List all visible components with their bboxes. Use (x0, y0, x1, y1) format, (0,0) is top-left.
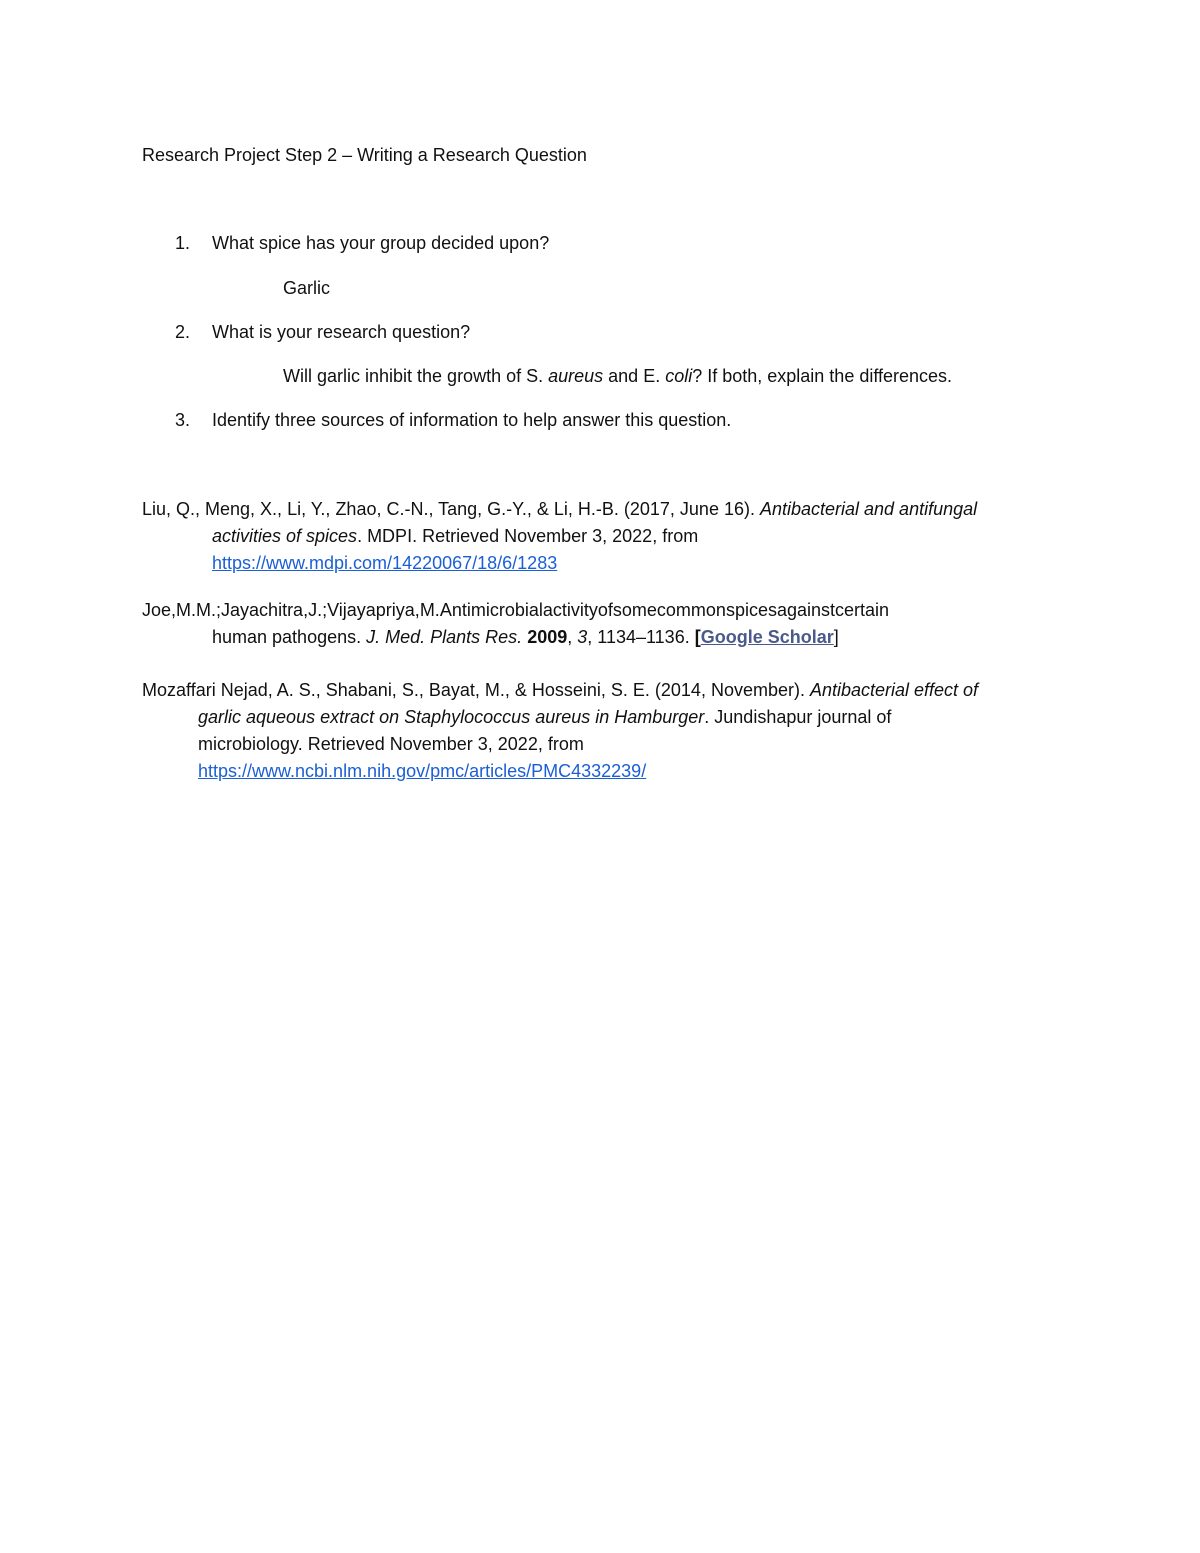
reference-word: M. (419, 600, 440, 620)
reference-word: activity (542, 600, 598, 620)
reference-word: M.M.; (176, 600, 222, 620)
reference-volume: 3 (577, 627, 588, 647)
reference-retrieved: microbiology. Retrieved November 3, 2022, from (198, 734, 584, 754)
reference-line (142, 731, 1062, 758)
reference-line (142, 550, 1062, 577)
reference-word: J.; (308, 600, 328, 620)
reference-1 (142, 496, 1062, 577)
reference-2 (142, 597, 1058, 651)
question-2-number: 2. (175, 322, 191, 342)
answer-part: Will garlic inhibit the growth of S. (283, 366, 549, 386)
reference-source: . MDPI. Retrieved November 3, 2022, from (357, 526, 699, 546)
question-3-number: 3. (175, 410, 191, 430)
question-3-text: Identify three sources of information to help answer this question. (212, 410, 732, 430)
reference-url-link[interactable]: https://www.mdpi.com/14220067/18/6/1283 (212, 553, 558, 573)
question-2-text: What is your research question? (212, 322, 471, 342)
reference-line (142, 704, 1062, 731)
question-2-answer (283, 366, 952, 387)
reference-line (142, 523, 1062, 550)
reference-authors-cont: human pathogens. (212, 627, 367, 647)
reference-title-cont: garlic aqueous extract on Staphylococcus aureus in Hamburger (198, 707, 705, 727)
reference-word: certain (835, 600, 890, 620)
reference-line (142, 758, 1062, 785)
reference-line (142, 597, 1058, 624)
question-1-text: What spice has your group decided upon? (212, 233, 550, 253)
bracket-close: ] (833, 627, 839, 647)
answer-species-coli: coli (665, 366, 693, 386)
reference-line (142, 496, 1062, 523)
reference-line: human pathogens. J. Med. Plants Res. 2009, 3, 1134–1136. [Google Scholar] (212, 627, 839, 647)
reference-journal: J. Med. Plants Res. (366, 627, 523, 647)
reference-authors: Mozaffari Nejad, A. S., Shabani, S., Bayat, M., & Hosseini, S. E. (2014, November). (142, 680, 810, 700)
reference-authors: Liu, Q., Meng, X., Li, Y., Zhao, C.-N., Tang, G.-Y., & Li, H.-B. (2017, June 16). (142, 499, 760, 519)
reference-word: common (656, 600, 726, 620)
reference-word: some (612, 600, 657, 620)
reference-year: 2009 (527, 627, 568, 647)
question-1-answer: Garlic (283, 278, 331, 298)
reference-word: of (597, 600, 613, 620)
reference-line (142, 677, 1062, 704)
question-1-number: 1. (175, 233, 191, 253)
reference-source: . Jundishapur journal of (704, 707, 892, 727)
google-scholar-link[interactable]: Google Scholar (700, 627, 834, 647)
answer-species-aureus: aureus (548, 366, 604, 386)
reference-3 (142, 677, 1062, 785)
reference-word: spices (725, 600, 777, 620)
reference-word: Vijayapriya, (327, 600, 420, 620)
reference-title: Antibacterial effect of (809, 680, 979, 700)
answer-part: ? If both, explain the differences. (692, 366, 953, 386)
reference-pages: , 1134–1136. (587, 627, 695, 647)
page-title: Research Project Step 2 – Writing a Research Question (142, 145, 587, 165)
reference-word: Jayachitra, (221, 600, 309, 620)
answer-part: and E. (603, 366, 666, 386)
bracket-open: [ (694, 627, 701, 647)
reference-url-link[interactable]: https://www.ncbi.nlm.nih.gov/pmc/articles/PMC4332239/ (198, 761, 647, 781)
reference-word: Antimicrobial (439, 600, 543, 620)
reference-title: Antibacterial and antifungal (759, 499, 978, 519)
reference-word: against (776, 600, 836, 620)
reference-title-cont: activities of spices (212, 526, 358, 546)
reference-word: Joe, (142, 600, 177, 620)
